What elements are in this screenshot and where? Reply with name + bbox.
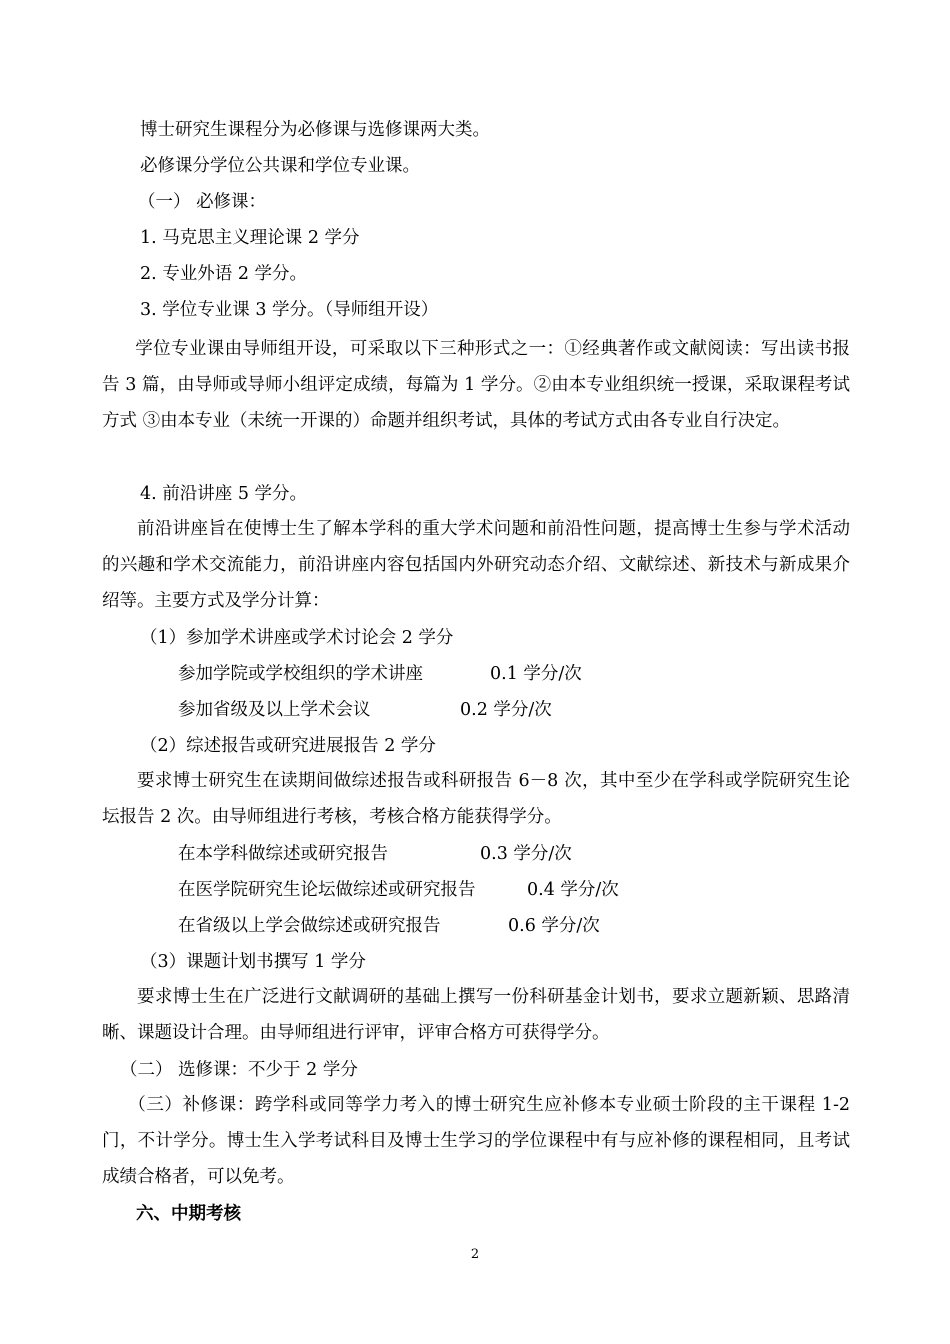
sub-heading: （2）综述报告或研究进展报告 2 学分 (140, 736, 436, 756)
credit-item-value: 0.3 学分/次 (480, 844, 572, 864)
list-item: 3. 学位专业课 3 学分。（导师组开设） (140, 300, 439, 320)
credit-item-value: 0.1 学分/次 (490, 664, 582, 684)
list-item: 4. 前沿讲座 5 学分。 (140, 484, 308, 504)
chapter-heading: 六、中期考核 (136, 1204, 241, 1224)
credit-item-label: 参加学院或学校组织的学术讲座 (178, 664, 423, 684)
paragraph: （三）补修课：跨学科或同等学力考入的博士研究生应补修本专业硕士阶段的主干课程 1-2 门，不计学分。博士生入学考试科目及博士生学习的学位课程中有与应补修的课程相同，且考试成绩合格者，可以免考。 (102, 1095, 850, 1187)
paragraph: 要求博士研究生在读期间做综述报告或科研报告 6－8 次，其中至少在学科或学院研究生论坛报告 2 次。由导师组进行考核，考核合格方能获得学分。 (102, 771, 850, 827)
page-number: 2 (470, 1247, 480, 1262)
credit-item-value: 0.2 学分/次 (460, 700, 552, 720)
credit-item-value: 0.4 学分/次 (527, 880, 619, 900)
credit-item-label: 在省级以上学会做综述或研究报告 (178, 916, 441, 936)
list-item: 2. 专业外语 2 学分。 (140, 264, 308, 284)
credit-item-value: 0.6 学分/次 (508, 916, 600, 936)
sub-heading: （3）课题计划书撰写 1 学分 (140, 952, 366, 972)
credit-item-label: 在本学科做综述或研究报告 (178, 844, 388, 864)
paragraph: 学位专业课由导师组开设，可采取以下三种形式之一：①经典著作或文献阅读：写出读书报告 3 篇，由导师或导师小组评定成绩，每篇为 1 学分。②由本专业组织统一授课，采取课程考试方式 ③由本专业（未统一开课的）命题并组织考试，具体的考试方式由各专业自行决定。 (102, 339, 850, 431)
section-heading: （一） 必修课： (138, 192, 267, 212)
section-heading: （二） 选修课：不少于 2 学分 (120, 1060, 358, 1080)
text-line: 必修课分学位公共课和学位专业课。 (140, 156, 420, 176)
paragraph: 前沿讲座旨在使博士生了解本学科的重大学术问题和前沿性问题，提高博士生参与学术活动的兴趣和学术交流能力，前沿讲座内容包括国内外研究动态介绍、文献综述、新技术与新成果介绍等。主要方式及学分计算： (102, 519, 850, 611)
credit-item-label: 在医学院研究生论坛做综述或研究报告 (178, 880, 476, 900)
paragraph: 要求博士生在广泛进行文献调研的基础上撰写一份科研基金计划书，要求立题新颖、思路清晰、课题设计合理。由导师组进行评审，评审合格方可获得学分。 (102, 987, 850, 1043)
sub-heading: （1）参加学术讲座或学术讨论会 2 学分 (140, 628, 454, 648)
text-line: 博士研究生课程分为必修课与选修课两大类。 (140, 120, 490, 140)
credit-item-label: 参加省级及以上学术会议 (178, 700, 371, 720)
list-item: 1. 马克思主义理论课 2 学分 (140, 228, 360, 248)
